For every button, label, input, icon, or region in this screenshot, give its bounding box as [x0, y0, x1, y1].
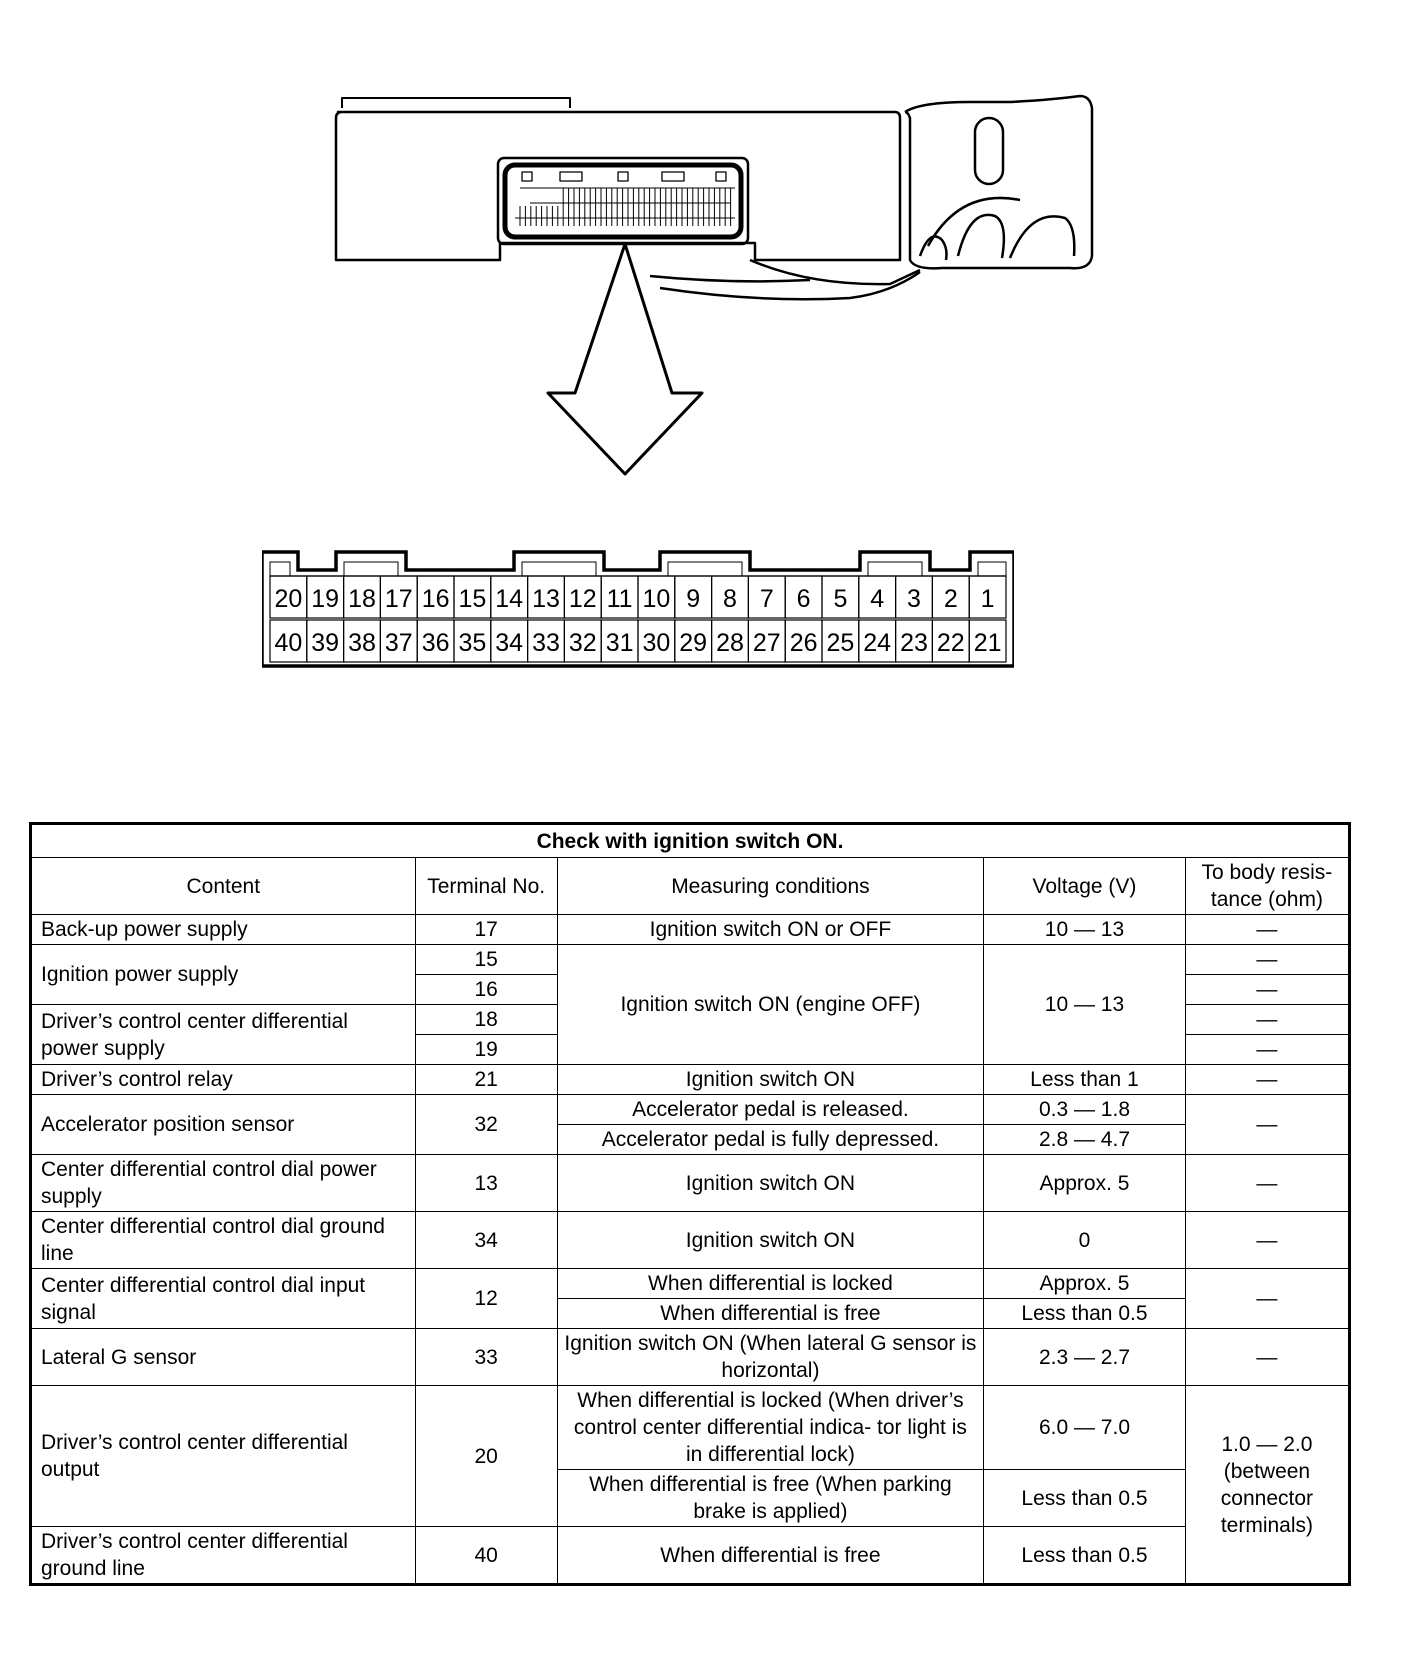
- header-terminal: Terminal No.: [415, 858, 557, 915]
- table-row: 16 —: [31, 975, 1350, 1005]
- shared-voltage: 10 — 13: [984, 945, 1186, 1065]
- pin-number: 8: [723, 585, 737, 613]
- table-row: Driver’s control center differential output 20 When differential is locked (When driver’s control center differential indica- tor light is in differential lock) 6.0 — 7.0 1.0 — 2.0 (between connector terminals): [31, 1386, 1350, 1470]
- pin-number: 19: [311, 585, 340, 613]
- header-content: Content: [31, 858, 416, 915]
- pin-number: 24: [863, 629, 892, 657]
- table-row: When differential is free Less than 0.5: [31, 1299, 1350, 1329]
- table-row: Accelerator position sensor 32 Accelerator pedal is released. 0.3 — 1.8 —: [31, 1095, 1350, 1125]
- pin-number: 30: [642, 629, 671, 657]
- pin-number: 31: [605, 629, 634, 657]
- pin-number: 21: [973, 629, 1002, 657]
- pin-number: 15: [458, 585, 487, 613]
- pin-number: 11: [606, 585, 633, 613]
- header-resistance: To body resis- tance (ohm): [1185, 858, 1349, 915]
- pin-number: 38: [348, 629, 376, 657]
- pin-number: 28: [716, 629, 744, 657]
- pin-number: 12: [568, 585, 597, 613]
- table-row: Back-up power supply 17 Ignition switch ON or OFF 10 — 13 —: [31, 915, 1350, 945]
- pin-number: 6: [796, 585, 811, 613]
- pin-number: 25: [826, 629, 855, 657]
- pin-number: 3: [907, 585, 921, 613]
- pin-number: 27: [752, 629, 781, 657]
- table-caption: Check with ignition switch ON.: [31, 824, 1350, 858]
- pin-number: 2: [943, 585, 958, 613]
- pin-number: 4: [870, 585, 885, 613]
- pin-number: 40: [274, 629, 303, 657]
- pin-number: 13: [532, 585, 560, 613]
- pin-number: 35: [458, 629, 487, 657]
- pin-number: 20: [274, 585, 303, 613]
- pin-number: 7: [759, 585, 774, 613]
- pin-number: 22: [936, 629, 965, 657]
- table-row: Driver’s control relay 21 Ignition switch ON Less than 1 —: [31, 1065, 1350, 1095]
- table-row: Ignition power supply 15 Ignition switch ON (engine OFF) 10 — 13 —: [31, 945, 1350, 975]
- table-row: Center differential control dial ground line 34 Ignition switch ON 0 —: [31, 1212, 1350, 1269]
- table-row: Accelerator pedal is fully depressed. 2.8 — 4.7: [31, 1125, 1350, 1155]
- pin-number: 16: [421, 585, 450, 613]
- pin-number: 5: [833, 585, 848, 613]
- table-row: When differential is free (When parking brake is applied) Less than 0.5: [31, 1470, 1350, 1527]
- table-row: 19 —: [31, 1035, 1350, 1065]
- pin-number: 32: [568, 629, 597, 657]
- header-voltage: Voltage (V): [984, 858, 1186, 915]
- table-row: Center differential control dial input signal 12 When differential is locked Approx. 5 —: [31, 1269, 1350, 1299]
- table-row: Lateral G sensor 33 Ignition switch ON (When lateral G sensor is horizontal) 2.3 — 2.7 —: [31, 1329, 1350, 1386]
- pin-number: 33: [532, 629, 560, 657]
- pin-number: 34: [495, 629, 524, 657]
- pin-number: 26: [789, 629, 818, 657]
- connector-pin-diagram: [262, 550, 1014, 668]
- table-row: Driver’s control center differential power supply 18 —: [31, 1005, 1350, 1035]
- pin-number: 10: [642, 585, 671, 613]
- pin-number: 9: [686, 585, 701, 613]
- pin-number: 1: [980, 585, 995, 613]
- terminal-check-table: [29, 822, 1351, 1586]
- table-row: Driver’s control center differential ground line 40 When differential is free Less than 0.5: [31, 1527, 1350, 1585]
- pin-number: 14: [495, 585, 524, 613]
- shared-resistance: 1.0 — 2.0 (between connector terminals): [1185, 1386, 1349, 1585]
- pin-number: 17: [384, 585, 413, 613]
- table-row: Center differential control dial power supply 13 Ignition switch ON Approx. 5 —: [31, 1155, 1350, 1212]
- shared-condition: Ignition switch ON (engine OFF): [557, 945, 983, 1065]
- pin-number: 37: [384, 629, 413, 657]
- header-conditions: Measuring conditions: [557, 858, 983, 915]
- pin-number: 39: [311, 629, 340, 657]
- control-module-illustration: [330, 88, 1100, 496]
- pin-number: 18: [348, 585, 376, 613]
- pin-number: 23: [900, 629, 928, 657]
- pin-number: 29: [679, 629, 708, 657]
- pin-number: 36: [421, 629, 450, 657]
